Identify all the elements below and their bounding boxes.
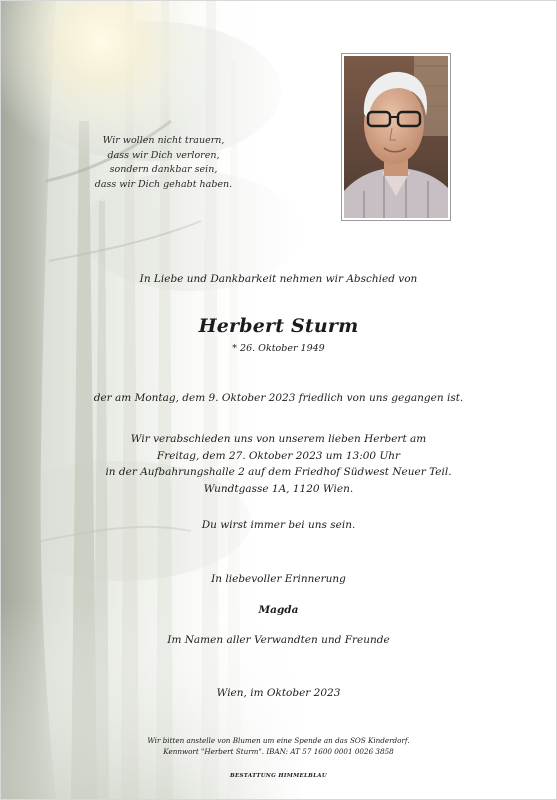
funeral-line: Wundtgasse 1A, 1120 Wien. (203, 482, 354, 495)
relatives-text: Im Namen aller Verwandten und Freunde (167, 634, 390, 646)
deceased-name: Herbert Sturm (198, 315, 359, 337)
portrait-photo (344, 56, 448, 218)
signer-name: Magda (258, 604, 299, 616)
donation-line: Wir bitten anstelle von Blumen um eine Spende an das SOS Kinderdorf. (147, 736, 410, 745)
verse-line: dass wir Dich gehabt haben. (94, 178, 233, 190)
verse-line: dass wir Dich verloren, (107, 149, 220, 161)
birth-date: * 26. Oktober 1949 (232, 343, 325, 354)
place-date: Wien, im Oktober 2023 (216, 687, 341, 699)
passing-text: der am Montag, dem 9. Oktober 2023 friedlich von uns gegangen ist. (93, 392, 464, 404)
intro-text: In Liebe und Dankbarkeit nehmen wir Abschied von (139, 273, 418, 285)
funeral-line: Freitag, dem 27. Oktober 2023 um 13:00 Uhr (156, 449, 401, 462)
undertaker-name: BESTATTUNG HIMMELBLAU (230, 773, 327, 779)
memory-text: In liebevoller Erinnerung (211, 573, 346, 585)
funeral-details (1, 431, 556, 497)
funeral-line: in der Aufbahrungshalle 2 auf dem Friedhof Südwest Neuer Teil. (105, 466, 452, 478)
closing-phrase: Du wirst immer bei uns sein. (201, 519, 356, 531)
donation-note (1, 735, 556, 757)
verse-line: Wir wollen nicht trauern, (102, 135, 225, 146)
memorial-verse (61, 134, 266, 192)
donation-line: Kennwort "Herbert Sturm". IBAN: AT 57 1600 0001 0026 3858 (163, 747, 394, 756)
verse-line: sondern dankbar sein, (109, 164, 218, 175)
funeral-line: Wir verabschieden uns von unserem lieben Herbert am (130, 433, 427, 445)
portrait-photo-frame (341, 53, 451, 221)
